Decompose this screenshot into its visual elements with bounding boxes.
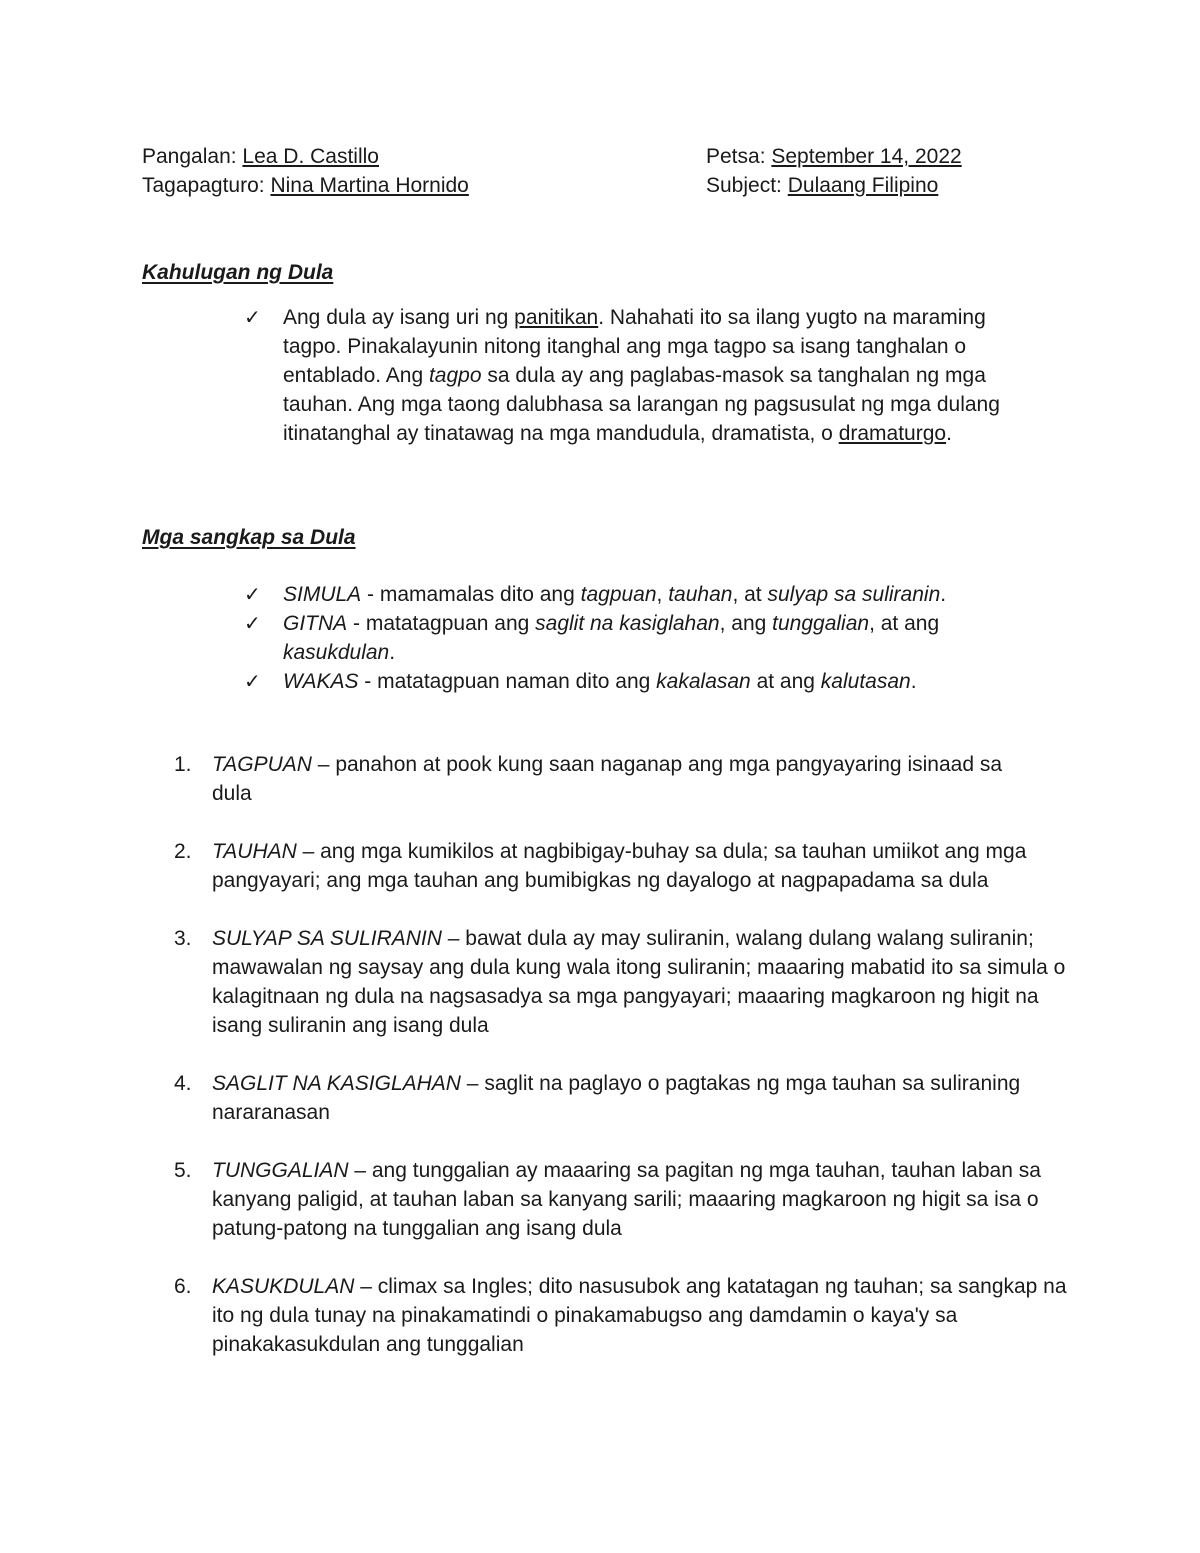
teacher-label: Tagapagturo: [142,174,271,197]
simula-term: SIMULA [283,583,362,606]
list-item [174,924,1082,1040]
definition-text-4: . [946,422,952,445]
sangkap-item-simula [244,580,1044,609]
gitna-term: GITNA [283,612,348,635]
item-number: 6. [174,1275,192,1298]
item-term: SAGLIT NA KASIGLAHAN [212,1072,461,1095]
simula-text: - mamamalas dito ang [361,583,581,606]
item-description: – ang mga kumikilos at nagbibigay-buhay sa dula; sa tauhan umiikot ang mga pangyayari; ang mga tauhan ang bumibigkas ng dayalogo at nagpapadama sa dula [212,840,1027,892]
gitna-sep2: , at ang [869,612,940,635]
date-line [706,142,962,171]
item-description: – climax sa Ingles; dito nasusubok ang katatagan ng tauhan; sa sangkap na ito ng dula tunay na pinakamatindi o pinakamabugso ang damdamin o kaya'y sa pinakakasukdulan ang tunggalian [212,1275,1067,1356]
item-number: 2. [174,840,192,863]
name-value: Lea D. Castillo [242,145,379,168]
subject-label: Subject: [706,174,788,197]
section-heading-kahulugan: Kahulugan ng Dula [142,261,334,284]
item-number: 3. [174,927,192,950]
gitna-end: . [389,641,396,664]
list-item [174,750,1002,808]
item-term: TUNGGALIAN [212,1159,349,1182]
panitikan-link[interactable]: panitikan [514,306,599,329]
checkmark-icon: ✓ [244,611,261,635]
simula-tagpuan: tagpuan [580,583,657,606]
wakas-sep: at ang [750,670,821,693]
item-term: SULYAP SA SULIRANIN [212,927,442,950]
gitna-saglit: saglit na kasiglahan [535,612,720,635]
numbered-list [174,750,1074,1388]
item-number: 1. [174,753,192,776]
definition-text-1: Ang dula ay isang uri ng [283,306,515,329]
subject-value: Dulaang Filipino [787,174,939,197]
item-number: 5. [174,1159,192,1182]
wakas-kalutasan: kalutasan [820,670,911,693]
list-item [174,837,1042,895]
subject-line [706,171,962,200]
simula-sulyap: sulyap sa suliranin [767,583,941,606]
dramaturgo-link[interactable]: dramaturgo [838,422,947,445]
checkmark-icon: ✓ [244,669,261,693]
simula-sep: , [656,583,669,606]
item-description: – bawat dula ay may suliranin, walang dulang walang suliranin; mawawalan ng saysay ang dula kung wala itong suliranin; maaaring mabatid ito sa simula o kalagitnaan ng dula na nagsasadya sa mga pangyayari; maaaring magkaroon ng higit na isang suliranin ang isang dula [212,927,1066,1037]
checkmark-icon: ✓ [244,582,261,606]
sangkap-item-gitna [244,609,1003,667]
item-number: 4. [174,1072,192,1095]
name-line [142,142,469,171]
definition-item [244,303,1034,448]
simula-tauhan: tauhan [668,583,733,606]
teacher-line [142,171,469,200]
gitna-tunggalian: tunggalian [772,612,870,635]
simula-end: . [940,583,947,606]
item-term: TAGPUAN [212,753,312,776]
sangkap-item-wakas [244,667,1044,696]
gitna-text: - matatagpuan ang [347,612,536,635]
teacher-value: Nina Martina Hornido [270,174,469,197]
sangkap-list [244,580,1044,696]
list-item [174,1156,1062,1243]
wakas-term: WAKAS [283,670,359,693]
item-description: – ang tunggalian ay maaaring sa pagitan ng mga tauhan, tauhan laban sa kanyang paligid, at tauhan laban sa kanyang sarili; maaaring magkaroon ng higit sa isa o patung-patong na tunggalian ang isang dula [212,1159,1041,1240]
item-term: KASUKDULAN [212,1275,355,1298]
date-label: Petsa: [706,145,772,168]
wakas-kakalasan: kakalasan [656,670,751,693]
item-description: – saglit na paglayo o pagtakas ng mga tauhan sa suliraning nararanasan [212,1072,1021,1124]
checkmark-icon: ✓ [244,305,261,329]
list-item [174,1272,1092,1359]
definition-text-3: sa dula ay ang paglabas-masok sa tanghalan ng mga tauhan. Ang mga taong dalubhasa sa larangan ng pagsusulat ng mga dulang itinatanghal ay tinatawag na mga mandudula, dramatista, o [283,364,1000,445]
date-value: September 14, 2022 [771,145,962,168]
item-description: – panahon at pook kung saan naganap ang mga pangyayaring isinaad sa dula [212,753,1003,805]
wakas-end: . [910,670,917,693]
gitna-kasukdulan: kasukdulan [283,641,390,664]
simula-sep2: , at [732,583,768,606]
definition-list [244,303,1034,448]
header-left [142,142,469,200]
definition-text-2: . Nahahati ito sa ilang yugto na maraming tagpo. Pinakalayunin nitong itanghal ang mga tagpo sa isang tanghalan o entablado. Ang [283,306,986,387]
item-term: TAUHAN [212,840,297,863]
list-item [174,1069,1042,1127]
wakas-text: - matatagpuan naman dito ang [358,670,657,693]
name-label: Pangalan: [142,145,243,168]
tagpo-term: tagpo [428,364,482,387]
header-right [706,142,962,200]
gitna-sep: , ang [719,612,773,635]
section-heading-sangkap: Mga sangkap sa Dula [142,526,356,549]
